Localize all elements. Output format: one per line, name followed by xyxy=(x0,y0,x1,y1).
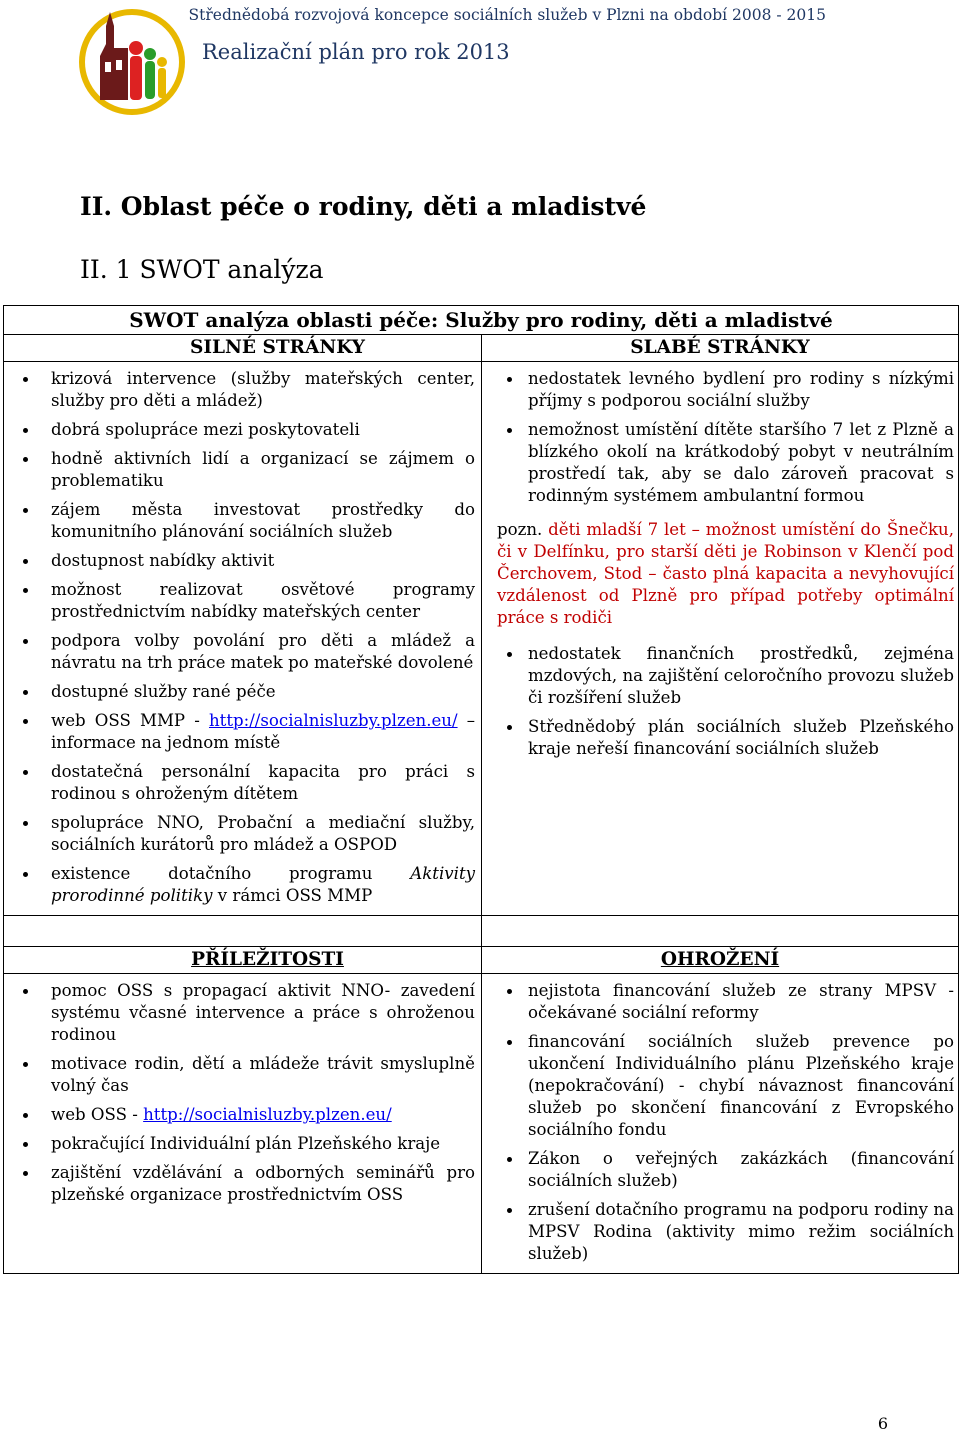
document-header-subtitle: Realizační plán pro rok 2013 xyxy=(202,40,510,64)
list-item: pokračující Individuální plán Plzeňského kraje xyxy=(4,1133,481,1155)
note-text: děti mladší 7 let – možnost umístění do Šnečku, či v Delfínku, pro starší děti je Robinson v Klenčí pod Čerchovem, Stod – často plná kapacita a nevyhovující vzdálenost od Plzně pro případ potřeby optimální práce s rodiči xyxy=(497,520,955,627)
list-item: Střednědobý plán sociálních služeb Plzeňského kraje neřeší financování sociálních služeb xyxy=(482,716,958,760)
page-number: 6 xyxy=(877,1414,888,1433)
web-prefix: web OSS MMP - xyxy=(51,711,209,730)
opportunities-header: PŘÍLEŽITOSTI xyxy=(4,947,482,974)
web-link[interactable]: http://socialnisluzby.plzen.eu/ xyxy=(208,711,458,730)
list-item: možnost realizovat osvětové programy prostřednictvím nabídky mateřských center xyxy=(4,579,481,623)
web-link[interactable]: http://socialnisluzby.plzen.eu/ xyxy=(143,1105,392,1124)
list-item: Zákon o veřejných zakázkách (financování sociálních služeb) xyxy=(482,1148,958,1192)
list-item xyxy=(4,1104,481,1126)
list-item: hodně aktivních lidí a organizací se zájmem o problematiku xyxy=(4,448,481,492)
weaknesses-list-more xyxy=(482,643,958,760)
opportunities-cell xyxy=(4,974,482,1274)
list-item: dostupné služby rané péče xyxy=(4,681,481,703)
subsection-heading: II. 1 SWOT analýza xyxy=(80,255,324,284)
list-item: pomoc OSS s propagací aktivit NNO- zavedení systému včasné intervence a práce s ohroženou rodinou xyxy=(4,980,481,1046)
list-item: nemožnost umístění dítěte staršího 7 let z Plzně a blízkého okolí na krátkodobý pobyt v neutrálním prostředí tak, aby se dalo zároveň pracovat s rodinným systémem ambulantní formou xyxy=(482,419,958,507)
note-prefix: pozn. xyxy=(497,520,549,539)
program-name: Aktivity prorodinné politiky xyxy=(51,864,475,905)
list-item: dostatečná personální kapacita pro práci s rodinou s ohroženým dítětem xyxy=(4,761,481,805)
city-logo xyxy=(72,4,192,116)
threats-header: OHROŽENÍ xyxy=(482,947,959,974)
list-item xyxy=(4,710,481,754)
program-suffix: v rámci OSS MMP xyxy=(212,886,373,905)
threats-list xyxy=(482,980,958,1265)
web-prefix: web OSS - xyxy=(51,1105,144,1124)
weaknesses-cell xyxy=(482,362,959,916)
weaknesses-header: SLABÉ STRÁNKY xyxy=(482,335,959,362)
threats-cell xyxy=(482,974,959,1274)
list-item: podpora volby povolání pro děti a mládež a návratu na trh práce matek po mateřské dovolené xyxy=(4,630,481,674)
list-item: motivace rodin, dětí a mládeže trávit smysluplně volný čas xyxy=(4,1053,481,1097)
list-item: nedostatek levného bydlení pro rodiny s nízkými příjmy s podporou sociální služby xyxy=(482,368,958,412)
list-item xyxy=(4,863,481,907)
swot-table xyxy=(3,305,959,1274)
swot-caption: SWOT analýza oblasti péče: Služby pro rodiny, děti a mladistvé xyxy=(4,306,959,335)
list-item: financování sociálních služeb prevence po ukončení Individuálního plánu Plzeňského kraje (nepokračování) - chybí návaznost financování služeb po skončení financování z Evropského sociálního fondu xyxy=(482,1031,958,1141)
web-suffix: – informace na jednom místě xyxy=(51,711,476,752)
list-item: zajištění vzdělávání a odborných seminářů pro plzeňské organizace prostřednictvím OSS xyxy=(4,1162,481,1206)
list-item: zrušení dotačního programu na podporu rodiny na MPSV Rodina (aktivity mimo režim sociálních služeb) xyxy=(482,1199,958,1265)
list-item: spolupráce NNO, Probační a mediační služby, sociálních kurátorů pro mládež a OSPOD xyxy=(4,812,481,856)
weakness-note xyxy=(482,515,958,637)
list-item: nedostatek finančních prostředků, zejména mzdových, na zajištění celoročního provozu služeb či rozšíření služeb xyxy=(482,643,958,709)
list-item: zájem města investovat prostředky do komunitního plánování sociálních služeb xyxy=(4,499,481,543)
strengths-list xyxy=(4,368,481,907)
strengths-cell xyxy=(4,362,482,916)
list-item: nejistota financování služeb ze strany MPSV - očekávané sociální reformy xyxy=(482,980,958,1024)
spacer-cell xyxy=(4,916,482,947)
opportunities-list xyxy=(4,980,481,1206)
list-item: dobrá spolupráce mezi poskytovateli xyxy=(4,419,481,441)
program-prefix: existence dotačního programu xyxy=(51,864,411,883)
spacer-cell xyxy=(482,916,959,947)
section-heading: II. Oblast péče o rodiny, děti a mladistvé xyxy=(80,192,647,221)
list-item: dostupnost nabídky aktivit xyxy=(4,550,481,572)
document-header-title: Střednědobá rozvojová koncepce sociálních služeb v Plzni na období 2008 - 2015 xyxy=(188,6,826,24)
list-item: krizová intervence (služby mateřských center, služby pro děti a mládež) xyxy=(4,368,481,412)
strengths-header: SILNÉ STRÁNKY xyxy=(4,335,482,362)
weaknesses-list xyxy=(482,368,958,507)
